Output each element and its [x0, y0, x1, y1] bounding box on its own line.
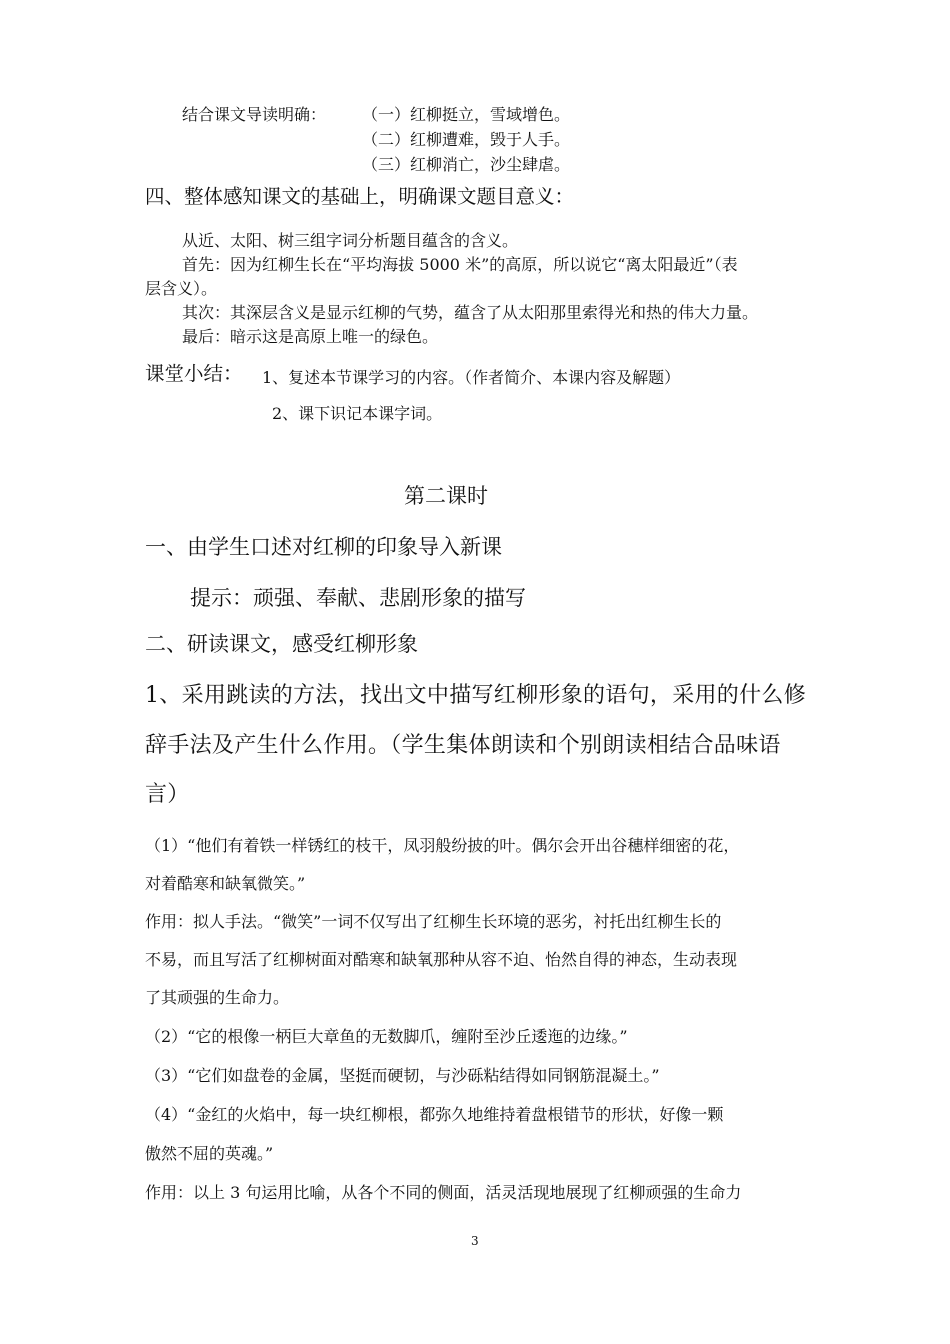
text-line: 四、整体感知课文的基础上，明确课文题目意义：	[145, 185, 575, 208]
text-line: （二）红柳遭难，毁于人手。	[362, 130, 571, 149]
text-line: 傲然不屈的英魂。”	[145, 1144, 274, 1163]
text-line: （2）“它的根像一柄巨大章鱼的无数脚爪，缠附至沙丘逶迤的边缘。”	[145, 1027, 628, 1046]
text-line: 第二课时	[404, 484, 488, 508]
text-line: （4）“金红的火焰中，每一块红柳根，都弥久地维持着盘根错节的形状，好像一颗	[145, 1105, 724, 1124]
text-line: 言）	[145, 782, 190, 807]
page-number: 3	[471, 1234, 479, 1248]
text-line: 辞手法及产生什么作用。（学生集体朗读和个别朗读相结合品味语	[145, 733, 781, 758]
text-line: 从近、太阳、树三组字词分析题目蕴含的含义。	[182, 231, 519, 250]
text-line: 二、研读课文，感受红柳形象	[145, 632, 418, 656]
text-line: （3）“它们如盘卷的金属，坚挺而硬韧，与沙砾粘结得如同钢筋混凝土。”	[145, 1066, 660, 1085]
text-line: （1）“他们有着铁一样锈红的枝干，凤羽般纷披的叶。偶尔会开出谷穗样细密的花，	[145, 836, 740, 855]
text-line: 1、复述本节课学习的内容。（作者简介、本课内容及解题）	[262, 368, 681, 387]
text-line: 作用：以上 3 句运用比喻，从各个不同的侧面，活灵活现地展现了红柳顽强的生命力	[145, 1183, 742, 1202]
text-line: 2、课下识记本课字词。	[272, 404, 443, 423]
text-line: 课堂小结：	[145, 362, 243, 385]
text-line: 了其顽强的生命力。	[145, 988, 290, 1007]
text-line: 提示：顽强、奉献、悲剧形象的描写	[190, 586, 526, 610]
text-line: 一、由学生口述对红柳的印象导入新课	[145, 535, 502, 559]
text-line: （一）红柳挺立，雪域增色。	[362, 105, 571, 124]
text-line: 结合课文导读明确：	[182, 105, 327, 124]
text-line: 不易，而且写活了红柳树面对酷寒和缺氧那种从容不迫、怡然自得的神态，生动表现	[145, 950, 738, 969]
text-line: 对着酷寒和缺氧微笑。”	[145, 874, 306, 893]
text-line: 1、采用跳读的方法，找出文中描写红柳形象的语句，采用的什么修	[145, 683, 806, 708]
text-line: 层含义）。	[145, 279, 218, 298]
text-line: 其次：其深层含义是显示红柳的气势，蕴含了从太阳那里索得光和热的伟大力量。	[182, 303, 759, 322]
text-line: （三）红柳消亡，沙尘肆虐。	[362, 155, 571, 174]
text-line: 最后：暗示这是高原上唯一的绿色。	[182, 327, 439, 346]
text-line: 首先：因为红柳生长在“平均海拔 5000 米”的高原，所以说它“离太阳最近”（表	[182, 255, 738, 274]
text-line: 作用：拟人手法。“微笑”一词不仅写出了红柳生长环境的恶劣，衬托出红柳生长的	[145, 912, 722, 931]
